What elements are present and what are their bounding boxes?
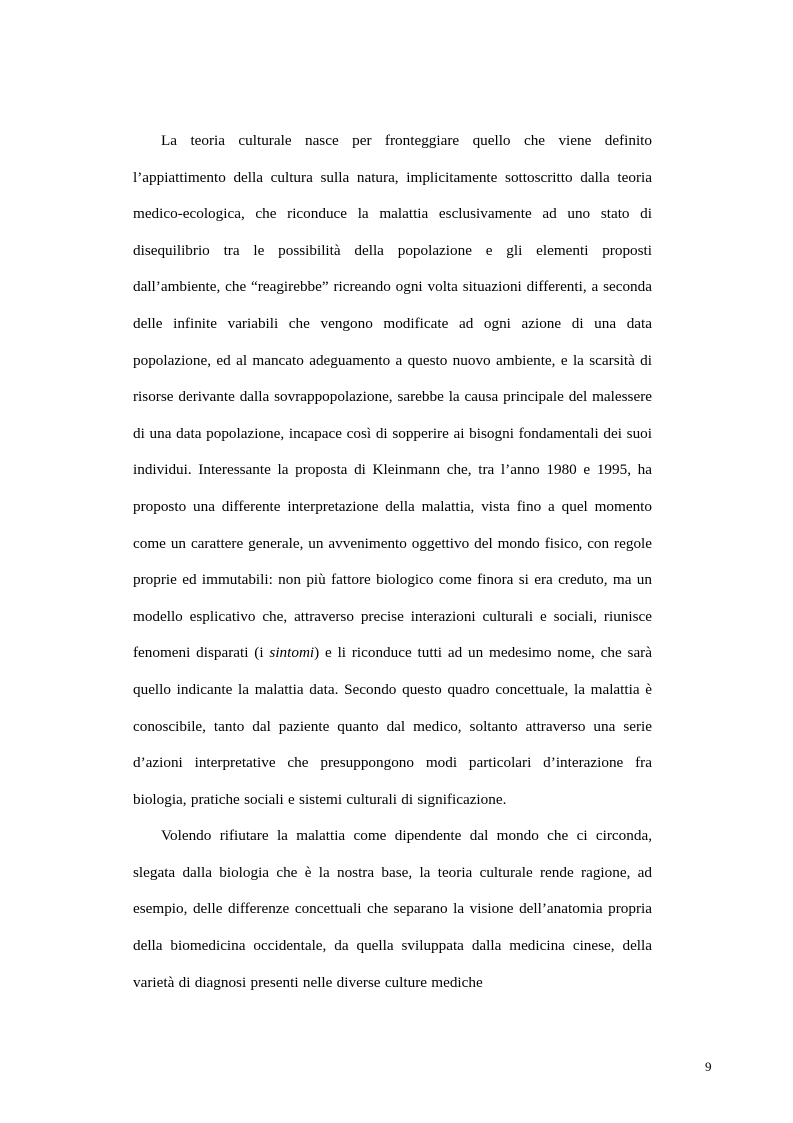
paragraph-2: Volendo rifiutare la malattia come dipendente dal mondo che ci circonda, slegata dalla biologia che è la nostra base, la teoria culturale rende ragione, ad esempio, delle differenze concettuali che separano la visione dell’anatomia propria della biomedicina occidentale, da quella sviluppata dalla medicina cinese, della varietà di diagnosi presenti nelle diverse culture mediche <box>133 827 652 991</box>
paragraph-1-text-b: ) e li riconduce tutti ad un medesimo nome, che sarà quello indicante la malattia data. Secondo questo quadro concettuale, la malattia è conoscibile, tanto dal paziente quanto dal medico, soltanto attraverso una serie d’azioni interpretative che presuppongono modi particolari d’interazione fra biologia, pratiche sociali e sistemi culturali di significazione. <box>133 644 652 808</box>
paragraph-1-italic-term: sintomi <box>269 644 315 662</box>
paragraph-1-text-a: La teoria culturale nasce per fronteggiare quello che viene definito l’appiattimento della cultura sulla natura, implicitamente sottoscritto dalla teoria medico-ecologica, che riconduce la malattia esclusivamente ad uno stato di disequilibrio tra le possibilità della popolazione e gli elementi proposti dall’ambiente, che “reagirebbe” ricreando ogni volta situazioni differenti, a seconda delle infinite variabili che vengono modificate ad ogni azione di una data popolazione, ed al mancato adeguamento a questo nuovo ambiente, e la scarsità di risorse derivante dalla sovrappopolazione, sarebbe la causa principale del malessere di una data popolazione, incapace così di sopperire ai bisogni fondamentali dei suoi individui. Interessante la proposta di Kleinmann che, tra l’anno 1980 e 1995, ha proposto una differente interpretazione della malattia, vista fino a quel momento come un carattere generale, un avvenimento oggettivo del mondo fisico, con regole proprie ed immutabili: non più fattore biologico come finora si era creduto, ma un modello esplicativo che, attraverso precise interazioni culturali e sociali, riunisce fenomeni disparati (i <box>133 132 652 662</box>
paragraph-1 <box>133 123 652 818</box>
body-text <box>133 123 652 1001</box>
page-number: 9 <box>705 1059 712 1074</box>
